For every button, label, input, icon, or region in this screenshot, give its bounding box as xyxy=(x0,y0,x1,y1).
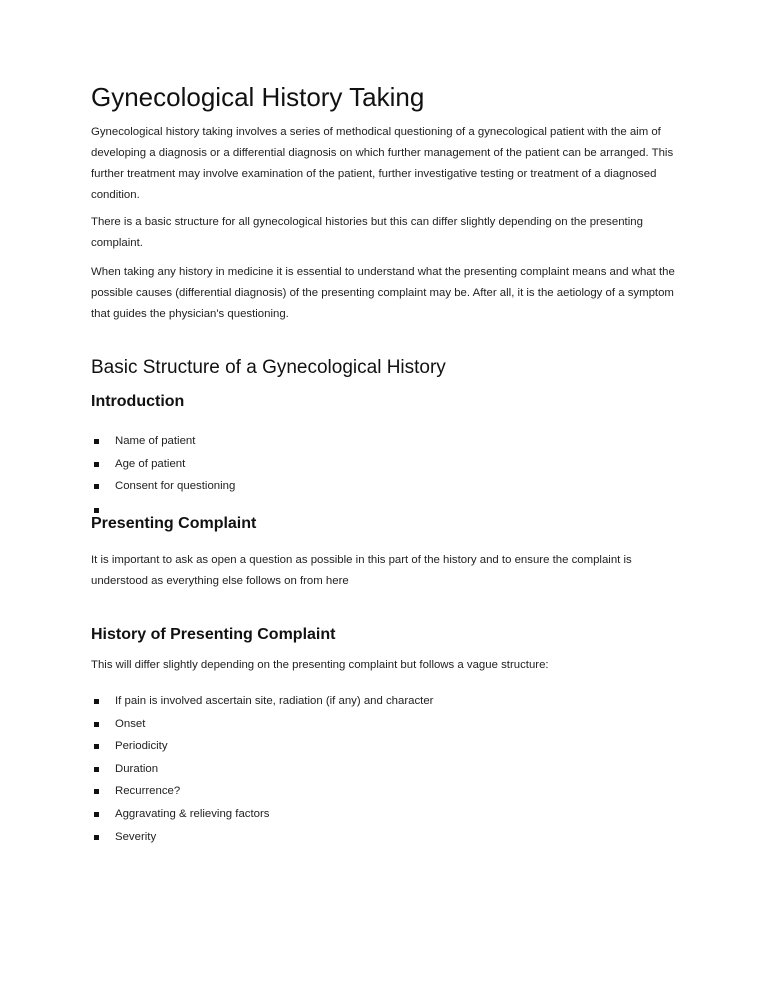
list-item-text: Recurrence? xyxy=(115,785,181,798)
square-bullet-icon xyxy=(94,744,99,749)
list-item xyxy=(91,453,235,476)
list-item-text: Age of patient xyxy=(115,457,186,470)
list-item xyxy=(91,758,433,781)
intro-paragraph-2: There is a basic structure for all gynecological histories but this can differ slightly depending on the presenting complaint. xyxy=(91,216,643,249)
presenting-complaint-heading: Presenting Complaint xyxy=(91,515,257,532)
square-bullet-icon xyxy=(94,835,99,840)
square-bullet-icon xyxy=(94,789,99,794)
list-item-text: Consent for questioning xyxy=(115,480,236,493)
list-item xyxy=(91,430,235,453)
section-heading: Basic Structure of a Gynecological History xyxy=(91,357,446,378)
square-bullet-icon xyxy=(94,484,99,489)
square-bullet-icon xyxy=(94,462,99,467)
list-item xyxy=(91,826,433,849)
presenting-complaint-text: It is important to ask as open a question as possible in this part of the history and to ensure the complaint is understood as everything else follows on from here xyxy=(91,554,632,587)
list-item xyxy=(91,780,433,803)
hpc-text: This will differ slightly depending on the presenting complaint but follows a vague structure: xyxy=(91,659,549,671)
square-bullet-icon xyxy=(94,699,99,704)
list-item-text: If pain is involved ascertain site, radiation (if any) and character xyxy=(115,695,434,707)
intro-paragraph-3: When taking any history in medicine it is essential to understand what the presenting complaint means and what the possible causes (differential diagnosis) of the presenting complaint may be. After all, it is the aetiology of a symptom that guides the physician's questioning. xyxy=(91,266,675,320)
list-item-text: Severity xyxy=(115,830,157,843)
list-item xyxy=(91,713,433,736)
list-item xyxy=(91,475,235,498)
list-item-text: Duration xyxy=(115,762,159,775)
list-item xyxy=(91,735,433,758)
list-item xyxy=(91,690,433,713)
list-item-text: Onset xyxy=(115,717,146,730)
introduction-heading: Introduction xyxy=(91,393,185,410)
intro-paragraph-1: Gynecological history taking involves a series of methodical questioning of a gynecological patient with the aim of developing a diagnosis or a differential diagnosis on which further management of the patient can be arranged. This further treatment may involve examination of the patient, further investigative testing or treatment of a diagnosed condition. xyxy=(91,126,674,201)
square-bullet-icon xyxy=(94,812,99,817)
list-item-text: Name of patient xyxy=(115,435,196,447)
list-item-text: Periodicity xyxy=(115,740,168,753)
hpc-list xyxy=(91,690,433,848)
empty-bullet-icon xyxy=(94,508,99,513)
introduction-list xyxy=(91,430,235,498)
hpc-heading: History of Presenting Complaint xyxy=(91,626,336,643)
list-item-text: Aggravating & relieving factors xyxy=(115,807,270,820)
document-title: Gynecological History Taking xyxy=(91,82,425,112)
square-bullet-icon xyxy=(94,439,99,444)
square-bullet-icon xyxy=(94,767,99,772)
square-bullet-icon xyxy=(94,722,99,727)
list-item xyxy=(91,803,433,826)
